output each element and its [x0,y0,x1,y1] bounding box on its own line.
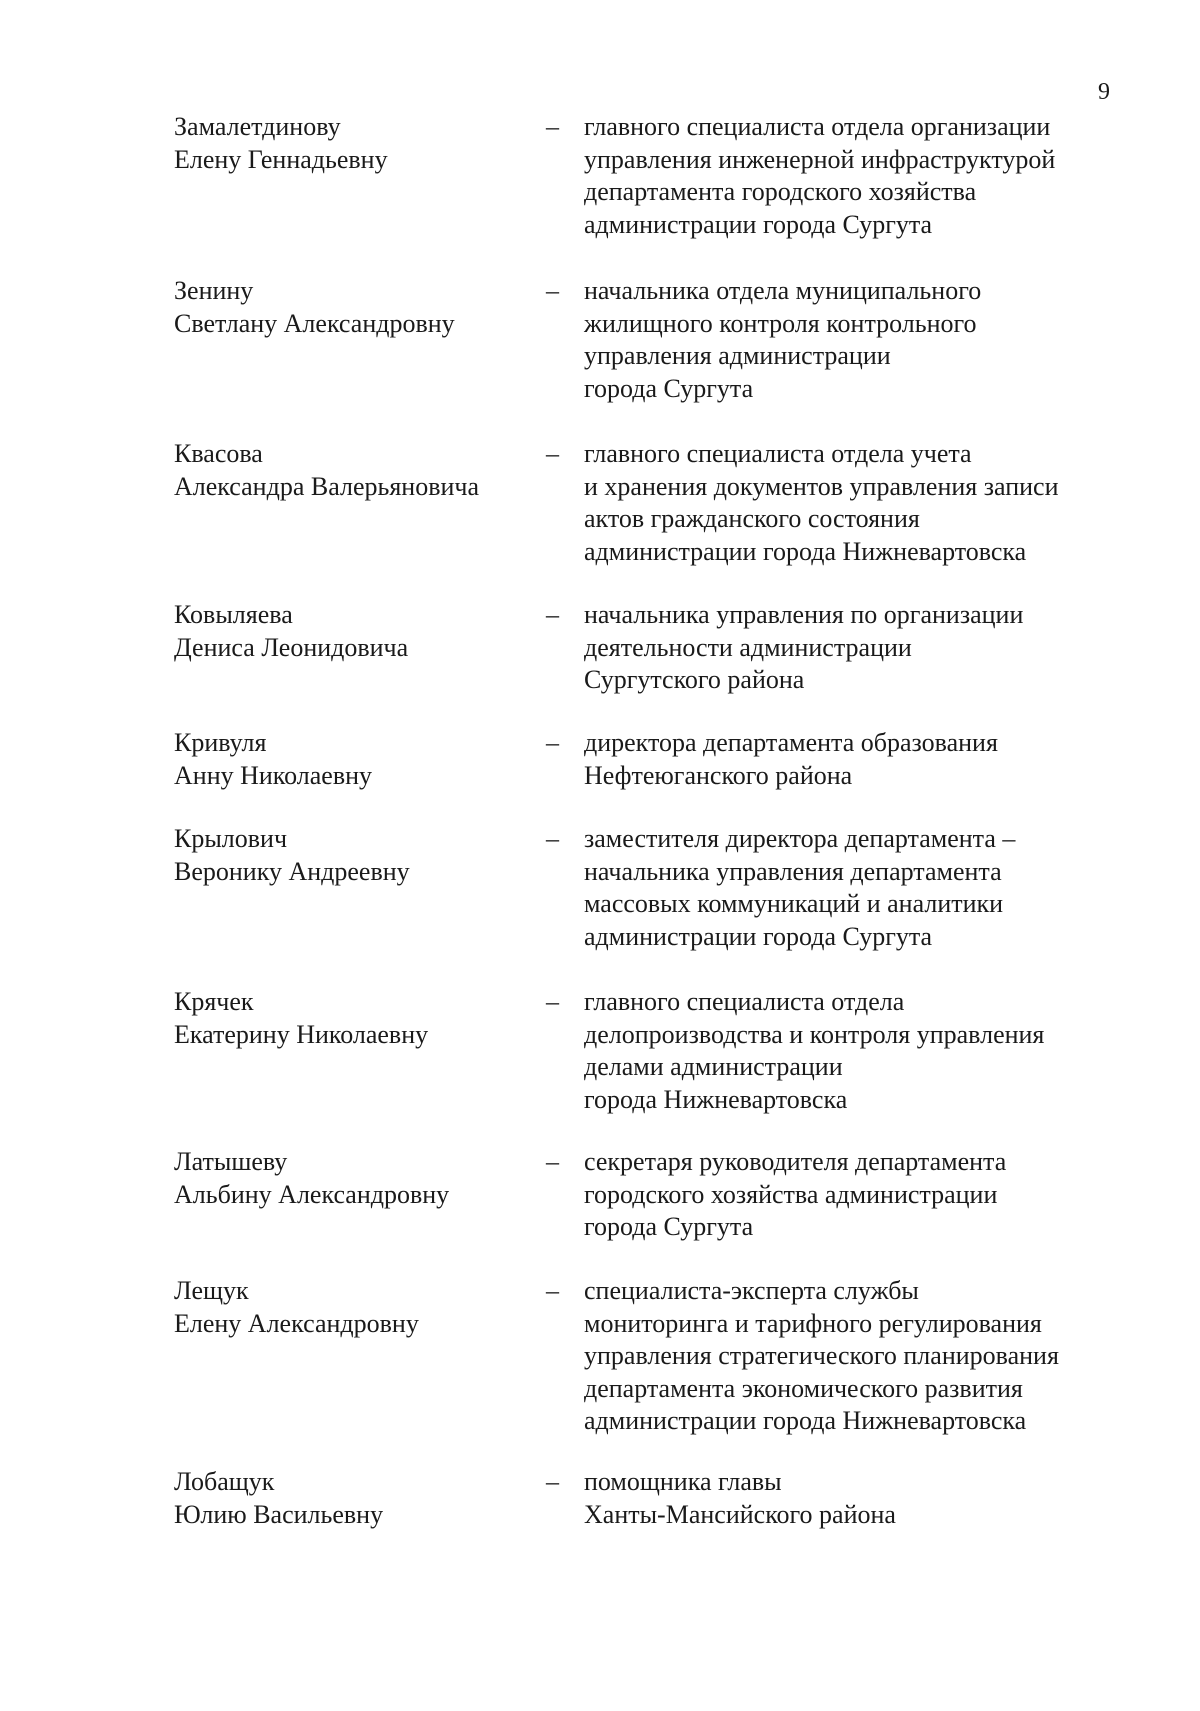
given-names: Веронику Андреевну [174,856,410,886]
position-line: делами администрации [584,1052,843,1081]
surname: Латышеву [174,1147,288,1176]
surname: Квасова [174,439,263,468]
surname: Лещук [174,1276,249,1305]
position-line: главного специалиста отдела [584,987,905,1016]
position-line: Сургутского района [584,665,805,694]
person-name [174,1275,534,1340]
position-line: помощника главы [584,1467,782,1496]
page-number: 9 [1098,79,1110,105]
dash-separator: – [546,1467,559,1496]
position-line: главного специалиста отдела учета [584,439,972,468]
position-line: главного специалиста отдела организации [584,112,1051,141]
position-line: департамента экономического развития [584,1373,1023,1403]
dash-separator: – [546,112,559,141]
position-line: мониторинга и тарифного регулирования [584,1308,1042,1338]
dash-separator: – [546,987,559,1016]
dash-separator: – [546,439,559,468]
person-name [174,727,534,792]
given-names: Светлану Александровну [174,308,455,338]
given-names: Елену Геннадьевну [174,144,388,174]
given-names: Анну Николаевну [174,760,373,790]
dash-separator: – [546,728,559,757]
surname: Крылович [174,824,288,853]
dash-separator: – [546,824,559,853]
position-description [584,986,1124,1116]
position-description [584,1275,1124,1438]
position-description [584,823,1124,953]
position-line: администрации города Сургута [584,209,933,239]
position-description [584,111,1124,241]
position-line: администрации города Нижневартовска [584,536,1027,566]
dash-separator: – [546,1147,559,1176]
position-line: управления администрации [584,341,891,370]
surname: Зенину [174,276,254,305]
position-line: секретаря руководителя департамента [584,1147,1007,1176]
person-name [174,599,534,664]
dash-separator: – [546,276,559,305]
given-names: Альбину Александровну [174,1179,450,1209]
position-line: директора департамента образования [584,728,998,757]
given-names: Юлию Васильевну [174,1499,384,1529]
given-names: Александра Валерьяновича [174,471,480,501]
position-line: заместителя директора департамента – [584,824,1016,853]
position-line: Нефтеюганского района [584,760,853,790]
surname: Лобащук [174,1467,275,1496]
surname: Замалетдинову [174,112,341,141]
position-line: города Сургута [584,373,754,403]
position-line: начальника управления департамента [584,856,1002,886]
position-line: города Сургута [584,1212,754,1241]
surname: Крячек [174,987,254,1016]
position-line: начальника управления по организации [584,600,1024,629]
given-names: Дениса Леонидовича [174,632,409,662]
person-name [174,1146,534,1211]
dash-separator: – [546,600,559,629]
position-description [584,727,1124,792]
position-line: администрации города Сургута [584,921,933,951]
position-line: городского хозяйства администрации [584,1179,998,1209]
position-description [584,1466,1124,1531]
person-name [174,1466,534,1531]
position-line: департамента городского хозяйства [584,177,977,206]
position-line: управления стратегического планирования [584,1341,1059,1370]
position-description [584,438,1124,568]
position-line: специалиста-эксперта службы [584,1276,919,1305]
position-line: деятельности администрации [584,632,912,662]
person-name [174,438,534,503]
position-line: массовых коммуникаций и аналитики [584,889,1004,918]
surname: Кривуля [174,728,267,757]
position-line: начальника отдела муниципального [584,276,982,305]
person-name [174,823,534,888]
position-line: актов гражданского состояния [584,504,920,533]
position-line: города Нижневартовска [584,1084,848,1114]
surname: Ковыляева [174,600,293,629]
position-line: администрации города Нижневартовска [584,1406,1027,1435]
position-line: Ханты-Мансийского района [584,1499,896,1529]
position-description [584,275,1124,405]
position-description [584,599,1124,697]
position-line: жилищного контроля контрольного [584,308,977,338]
given-names: Елену Александровну [174,1308,419,1338]
person-name [174,275,534,340]
person-name [174,111,534,176]
person-name [174,986,534,1051]
position-description [584,1146,1124,1244]
position-line: и хранения документов управления записи [584,471,1059,501]
dash-separator: – [546,1276,559,1305]
given-names: Екатерину Николаевну [174,1019,429,1049]
position-line: делопроизводства и контроля управления [584,1019,1045,1049]
position-line: управления инженерной инфраструктурой [584,144,1056,174]
